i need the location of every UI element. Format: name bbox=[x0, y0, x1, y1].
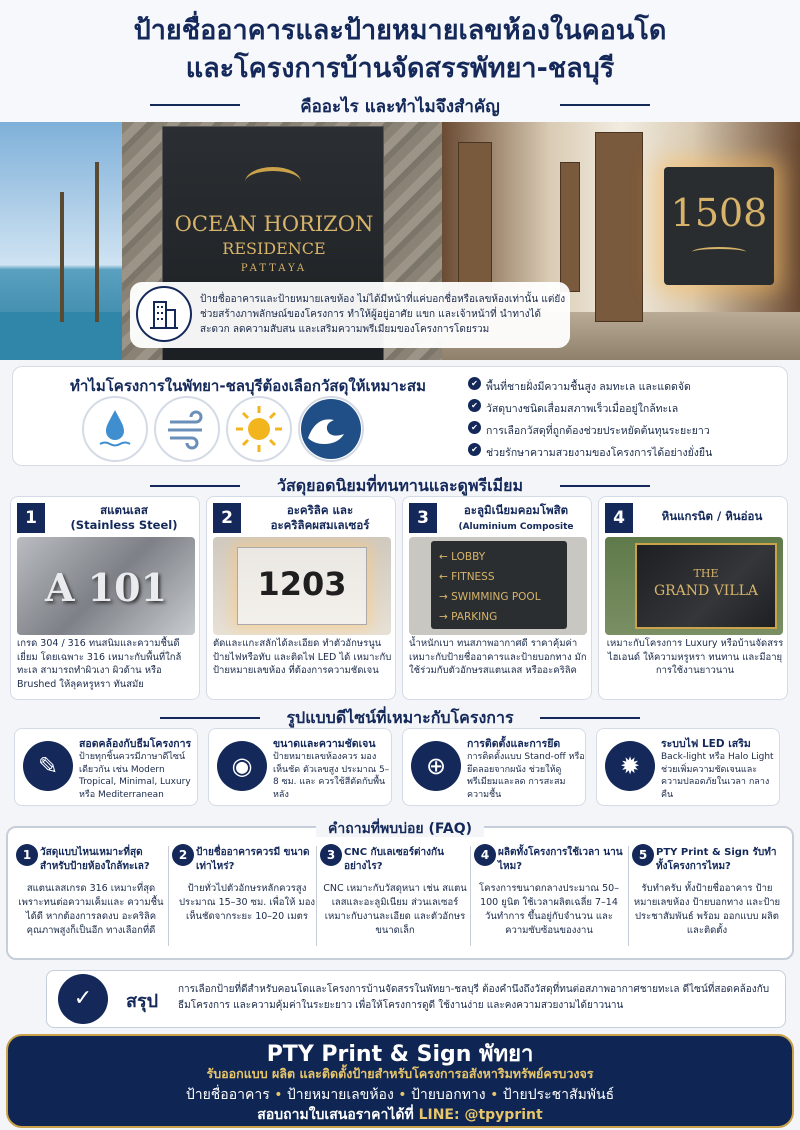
why-title: ทำไมโครงการในพัทยา-ชลบุรีต้องเลือกวัสดุให้เหมาะสม bbox=[70, 377, 426, 395]
design-title: การติดตั้งและการยึด bbox=[467, 738, 561, 750]
divider bbox=[316, 846, 317, 946]
material-number: 1 bbox=[17, 503, 45, 533]
service-item: ป้ายชื่ออาคาร bbox=[185, 1087, 270, 1103]
summary-text: การเลือกป้ายที่ดีสำหรับคอนโดและโครงการบ้านจัดสรรในพัทยา-ชลบุรี ต้องคำนึงถึงวัสดุที่ทนต่อสภาพอากาศชายทะเล ดีไซน์ที่สอดคล้องกับธีมโครงการ และความคุ้มค่าในระยะยาว เพื่อให้โครงการดูดี ใช้งานง่าย และคงความสวยงามได้ยาวนาน bbox=[178, 984, 770, 1011]
divider bbox=[628, 846, 629, 946]
lightbulb-icon: ✹ bbox=[605, 741, 655, 791]
design-text: การติดตั้งแบบ Stand-off หรือยึดลอยจากผนัง ช่วยให้ดูพรีเมียมและลด การสะสมความชื้น bbox=[467, 752, 585, 800]
why-bullet: ✔ วัสดุบางชนิดเสื่อมสภาพเร็วเมื่ออยู่ใกล้ทะเล bbox=[468, 400, 678, 417]
marble-sign bbox=[635, 543, 777, 629]
faq-answer: ป้ายทั่วไปตัวอักษรหลักควรสูง ประมาณ 15–30 ซม. เพื่อให้ มองเห็นชัดจากระยะ 10–20 เมตร bbox=[178, 883, 316, 922]
faq-number: 4 bbox=[474, 844, 496, 866]
faq-answer: โครงการขนาดกลางประมาณ 50–100 ยูนิต ใช้เวลาผลิตเฉลี่ย 7–14 วันทำการ ขึ้นอยู่กับจำนวน และความซับซ้อนของงาน bbox=[479, 883, 619, 936]
eye-icon: ◉ bbox=[217, 741, 267, 791]
faq-question: ป้ายชื่ออาคารควรมี ขนาดเท่าไหร่? bbox=[196, 847, 310, 872]
service-item: ป้ายหมายเลขห้อง bbox=[286, 1087, 394, 1103]
footer-contact bbox=[0, 1104, 800, 1126]
material-name: อะลูมิเนียมคอมโพสิต (Aluminium Composite bbox=[458, 503, 574, 532]
water-drop-icon bbox=[82, 396, 148, 462]
stainless-sample-text: A 101 bbox=[44, 565, 168, 610]
faq-answer: รับทำครับ ทั้งป้ายชื่ออาคาร ป้ายหมายเลขห้อง ป้ายบอกทาง และป้ายประชาสัมพันธ์ พร้อม ออกแบบ ผลิต และติดตั้ง bbox=[633, 883, 781, 936]
acrylic-sample-text: 1203 bbox=[257, 565, 347, 603]
material-number: 4 bbox=[605, 503, 633, 533]
faq-number: 3 bbox=[320, 844, 342, 866]
material-card-stainless bbox=[10, 496, 200, 700]
design-title: ระบบไฟ LED เสริม bbox=[661, 738, 751, 750]
why-bullet: ✔ ช่วยรักษาความสวยงามของโครงการได้อย่างยั่งยืน bbox=[468, 444, 712, 461]
section-rule bbox=[540, 717, 640, 719]
directory-item: ← FITNESS bbox=[439, 571, 495, 583]
material-description: เหมาะกับโครงการ Luxury หรือบ้านจัดสรรไฮเอนด์ ให้ความหรูหรา ทนทาน และมีอายุการใช้งานยาวนาน bbox=[606, 638, 784, 676]
wave-logo-icon bbox=[692, 247, 746, 257]
sign-name-line-2: RESIDENCE bbox=[222, 239, 326, 258]
material-number: 2 bbox=[213, 503, 241, 533]
palm-tree bbox=[60, 192, 64, 322]
wind-icon bbox=[154, 396, 220, 462]
room-number-sign bbox=[664, 167, 774, 285]
material-card-granite bbox=[598, 496, 788, 700]
faq-question: วัสดุแบบไหนเหมาะที่สุด สำหรับป้ายห้องใกล้ทะเล? bbox=[40, 847, 150, 872]
subtitle: คืออะไร และทำไมจึงสำคัญ bbox=[300, 97, 500, 117]
divider bbox=[168, 846, 169, 946]
standoff-bolt-icon: ⊕ bbox=[411, 741, 461, 791]
faq-number: 2 bbox=[172, 844, 194, 866]
room-number: 1508 bbox=[670, 191, 768, 235]
aluminium-sample-image bbox=[409, 537, 587, 635]
wave-logo-icon bbox=[245, 167, 301, 197]
acrylic-sample-image bbox=[213, 537, 391, 635]
door bbox=[595, 132, 643, 322]
title-line-2: และโครงการบ้านจัดสรรพัทยา-ชลบุรี bbox=[185, 53, 615, 84]
directory-item: → PARKING bbox=[439, 611, 498, 623]
design-text: Back-light หรือ Halo Light ช่วยเพิ่มความชัดเจนและ ความปลอดภัยในเวลา กลางคืน bbox=[661, 752, 774, 800]
line-contact-link[interactable]: LINE: @tpyprint bbox=[418, 1107, 543, 1123]
divider bbox=[470, 846, 471, 946]
subtitle-rule-right bbox=[560, 104, 650, 106]
service-item: ป้ายบอกทาง bbox=[410, 1087, 486, 1103]
faq-number: 5 bbox=[632, 844, 654, 866]
design-card-size bbox=[208, 728, 392, 806]
material-description: น้ำหนักเบา ทนสภาพอากาศดี ราคาคุ้มค่า เหมาะกับป้ายชื่ออาคารและป้ายบอกทาง มักใช้ร่วมกับตัวอักษรสแตนเลส หรืออะคริลิค bbox=[409, 638, 587, 676]
granite-sample-line-2: GRAND VILLA bbox=[653, 583, 759, 599]
faq-question: PTY Print & Sign รับทำทั้งโครงการไหม? bbox=[656, 847, 777, 872]
design-card-mounting bbox=[402, 728, 586, 806]
footer-brand: PTY Print & Sign พัทยา bbox=[266, 1042, 534, 1067]
material-description: ตัดและแกะสลักได้ละเอียด ทำตัวอักษรนูน ป้ายไฟหรือทับ และติดไฟ LED ได้ เหมาะกับป้ายหมายเลขห้อง ที่ต้องการความชัดเจน bbox=[213, 638, 392, 676]
door bbox=[560, 162, 580, 292]
faq-question: CNC กับเลเซอร์ต่างกัน อย่างไร? bbox=[344, 847, 444, 872]
design-text: ป้ายทุกชิ้นควรมีภาษาดีไซน์ เดียวกัน เช่น Modern Tropical, Minimal, Luxury หรือ Mediterranean bbox=[79, 752, 191, 800]
footer-tagline: รับออกแบบ ผลิต และติดตั้งป้ายสำหรับโครงการอสังหาริมทรัพย์ครบวงจร bbox=[206, 1066, 594, 1081]
material-description: เกรด 304 / 316 ทนสนิมและความชื้นดีเยี่ยม โดยเฉพาะ 316 เหมาะกับพื้นที่ใกล้ทะเล สามารถทำผิวเงา ผิวด้าน หรือ Brushed ให้ลุคหรูหรา ทันสมัย bbox=[17, 638, 182, 690]
faq-answer: สแตนเลสเกรด 316 เหมาะที่สุด เพราะทนต่อความเค็มและ ความชื้นได้ดี หากต้องการลดงบ อะคริลิคคุณภาพสูงก็เป็นอีก ทางเลือกที่ดี bbox=[18, 883, 164, 936]
building-icon bbox=[136, 286, 192, 342]
why-bullet: ✔ พื้นที่ชายฝั่งมีความชื้นสูง ลมทะเล และแดดจัด bbox=[468, 378, 691, 395]
material-card-aluminium bbox=[402, 496, 592, 700]
material-card-acrylic bbox=[206, 496, 396, 700]
stainless-sample-image bbox=[17, 537, 195, 635]
ocean-wave-icon bbox=[298, 396, 364, 462]
design-card-theme bbox=[14, 728, 198, 806]
material-name: สแตนเลส (Stainless Steel) bbox=[70, 503, 178, 532]
pencil-ruler-icon: ✎ bbox=[23, 741, 73, 791]
contact-label: สอบถามใบเสนอราคาได้ที่ bbox=[257, 1107, 414, 1123]
sign-name-line-1: OCEAN HORIZON bbox=[174, 212, 374, 236]
design-title: ขนาดและความชัดเจน bbox=[273, 738, 376, 750]
directory-item: → SWIMMING POOL bbox=[439, 591, 541, 603]
design-text: ป้ายหมายเลขห้องควร มองเห็นชัด ตัวเลขสูง ประมาณ 5–8 ซม. และ ควรใช้สีตัดกับพื้นหลัง bbox=[273, 752, 390, 800]
header bbox=[0, 0, 800, 122]
title-line-1: ป้ายชื่ออาคารและป้ายหมายเลขห้องในคอนโด bbox=[133, 15, 667, 46]
granite-sample-image bbox=[605, 537, 783, 635]
intro-text: ป้ายชื่ออาคารและป้ายหมายเลขห้อง ไม่ได้มีหน้าที่แค่บอกชื่อหรือเลขห้องเท่านั้น แต่ยังช่วยสร้างภาพลักษณ์ของโครงการ ทำให้ผู้อยู่อาศัย แขก และเจ้าหน้าที่ นำทางได้สะดวก ลดความสับสน และเสริมความพรีเมียมของโครงการโดยรวม bbox=[200, 294, 566, 335]
service-item: ป้ายประชาสัมพันธ์ bbox=[502, 1087, 615, 1103]
faq-answer: CNC เหมาะกับวัสดุหนา เช่น สแตนเลสและอะลูมิเนียม ส่วนเลเซอร์เหมาะกับงานละเอียด และตัวอักษรขนาดเล็ก bbox=[323, 883, 467, 936]
summary-title: สรุป bbox=[126, 991, 159, 1012]
design-card-led bbox=[596, 728, 780, 806]
section-rule bbox=[560, 485, 650, 487]
palm-tree bbox=[95, 162, 99, 322]
faq-title: คำถามที่พบบ่อย (FAQ) bbox=[0, 818, 800, 840]
design-title: สอดคล้องกับธีมโครงการ bbox=[79, 738, 192, 750]
clipboard-check-icon: ✓ bbox=[58, 974, 108, 1024]
directory-sign bbox=[431, 541, 567, 629]
granite-sample-line-1: THE bbox=[693, 567, 719, 580]
material-name: หินแกรนิต / หินอ่อน bbox=[661, 509, 763, 523]
material-number: 3 bbox=[409, 503, 437, 533]
faq-number: 1 bbox=[16, 844, 38, 866]
designs-title: รูปแบบดีไซน์ที่เหมาะกับโครงการ bbox=[286, 708, 514, 727]
directory-item: ← LOBBY bbox=[439, 551, 486, 563]
materials-title: วัสดุยอดนิยมที่ทนทานและดูพรีเมียม bbox=[276, 476, 524, 495]
sun-icon bbox=[226, 396, 292, 462]
faq-question: ผลิตทั้งโครงการใช้เวลา นานไหม? bbox=[498, 847, 623, 872]
material-name: อะคริลิค และ อะคริลิคผสมเลเซอร์ bbox=[270, 503, 370, 532]
why-bullet: ✔ การเลือกวัสดุที่ถูกต้องช่วยประหยัดต้นทุนระยะยาว bbox=[468, 422, 710, 439]
sign-name-line-3: PATTAYA bbox=[240, 263, 308, 274]
footer-services: ป้ายชื่ออาคาร • ป้ายหมายเลขห้อง • ป้ายบอกทาง • ป้ายประชาสัมพันธ์ bbox=[185, 1087, 615, 1103]
